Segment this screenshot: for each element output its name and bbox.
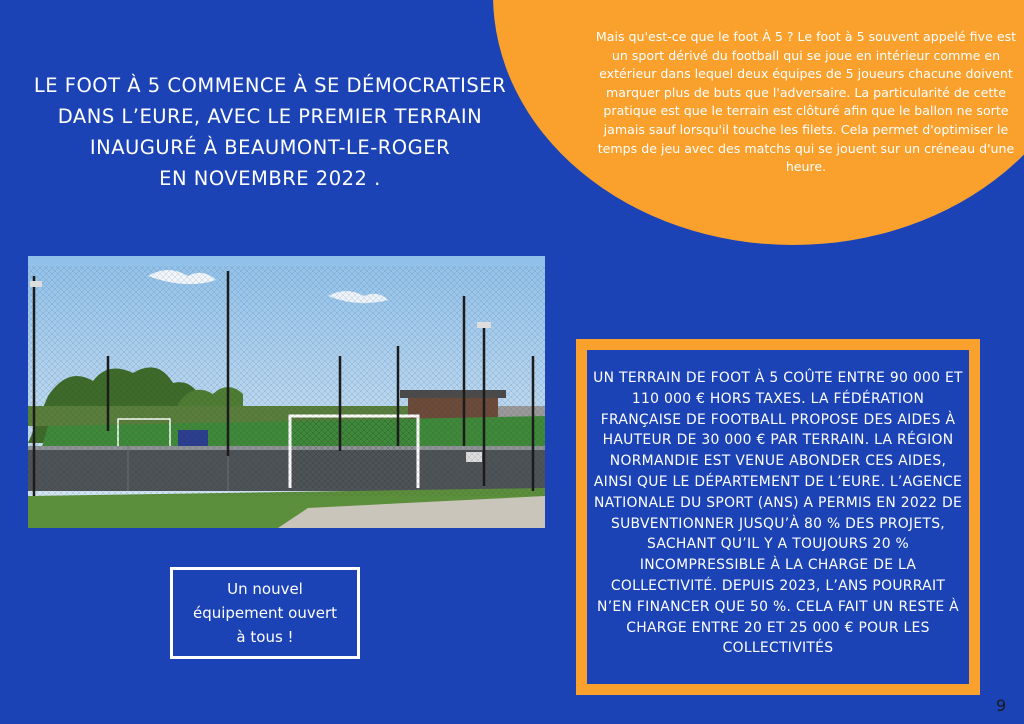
title-line-2: DANS L’EURE, AVEC LE PREMIER TERRAIN bbox=[57, 105, 483, 128]
funding-info-box bbox=[576, 339, 980, 695]
caption-line-1: Un nouvel bbox=[227, 580, 303, 598]
intro-paragraph: Mais qu'est-ce que le foot À 5 ? Le foot à 5 souvent appelé five est un sport dérivé du football qui se joue en intérieur comme en extérieur dans lequel deux équipes de 5 joueurs chacune doivent marquer plus de buts que l'adversaire. La particularité de cette pratique est que le terrain est clôturé afin que le ballon ne sorte jamais sauf lorsqu'il touche les filets. Cela permet d'optimiser le temps de jeu avec des matchs qui se jouent sur un créneau d'une heure. bbox=[595, 29, 1017, 175]
funding-info-text: UN TERRAIN DE FOOT À 5 COÛTE ENTRE 90 000 ET 110 000 € HORS TAXES. LA FÉDÉRATION FRANÇAISE DE FOOTBALL PROPOSE DES AIDES À HAUTEUR DE 30 000 € PAR TERRAIN. LA RÉGION NORMANDIE EST VENUE ABONDER CES AIDES, AINSI QUE LE DÉPARTEMENT DE L’EURE. L’AGENCE NATIONALE DU SPORT (ANS) A PERMIS EN 2022 DE SUBVENTIONNER JUSQU’À 80 % DES PROJETS, SACHANT QU’IL Y A TOUJOURS 20 % INCOMPRESSIBLE À LA CHARGE DE LA COLLECTIVITÉ. DEPUIS 2023, L’ANS POURRAIT N’EN FINANCER QUE 50 %. CELA FAIT UN RESTE À CHARGE ENTRE 20 ET 25 000 € POUR LES COLLECTIVITÉS bbox=[587, 350, 969, 684]
page-title bbox=[10, 70, 530, 194]
five-a-side-pitch-photo bbox=[28, 256, 545, 528]
title-line-3: INAUGURÉ À BEAUMONT-LE-ROGER bbox=[89, 136, 451, 159]
caption-box bbox=[170, 567, 360, 659]
title-line-4: EN NOVEMBRE 2022 . bbox=[159, 167, 381, 190]
title-line-1: LE FOOT À 5 COMMENCE À SE DÉMOCRATISER bbox=[33, 74, 507, 97]
caption-line-2: équipement ouvert bbox=[192, 604, 337, 622]
caption-line-3: à tous ! bbox=[236, 628, 294, 646]
page-number: 9 bbox=[996, 696, 1007, 715]
